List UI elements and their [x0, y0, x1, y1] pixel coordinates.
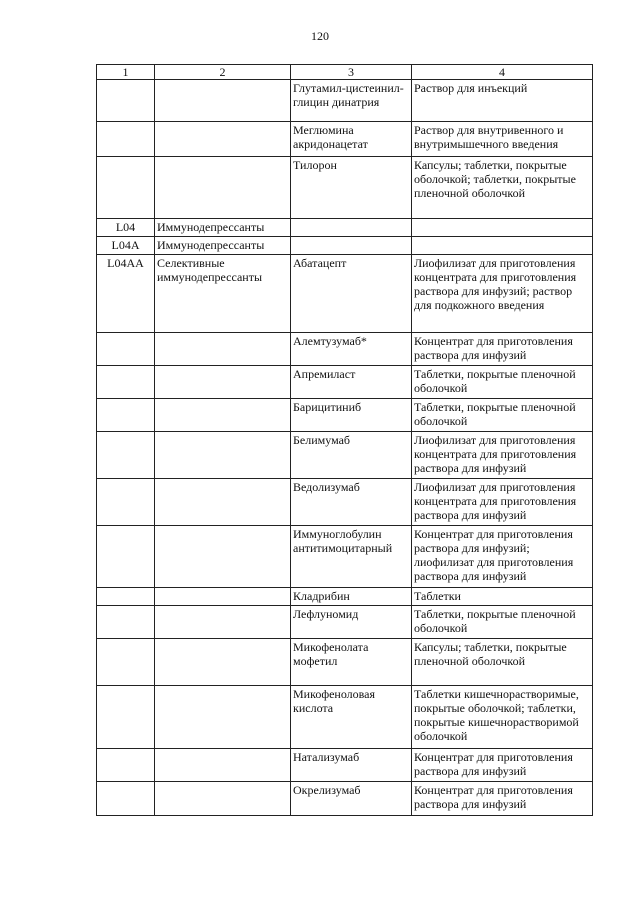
table-row: [97, 219, 593, 237]
atc-code-cell: L04AA: [97, 255, 155, 333]
table-row: [97, 606, 593, 639]
drug-name-cell: Окрелизумаб: [291, 782, 412, 816]
table-header-row: [97, 65, 593, 80]
table-row: [97, 333, 593, 366]
drug-name-cell: Микофеноловая кислота: [291, 686, 412, 749]
group-cell: [155, 782, 291, 816]
dosage-forms-cell: Лиофилизат для приготовления концентрата для приготовления раствора для инфузий: [412, 479, 593, 526]
atc-code-cell: [97, 366, 155, 399]
column-header-1: 1: [97, 65, 155, 80]
group-cell: [155, 686, 291, 749]
page-number: 120: [311, 29, 329, 43]
dosage-forms-cell: [412, 237, 593, 255]
table-row: [97, 686, 593, 749]
dosage-forms-cell: Раствор для внутривенного и внутримышечного введения: [412, 122, 593, 157]
dosage-forms-cell: Раствор для инъекций: [412, 80, 593, 122]
drug-name-cell: Алемтузумаб*: [291, 333, 412, 366]
atc-code-cell: L04: [97, 219, 155, 237]
dosage-forms-cell: Таблетки кишечнорастворимые, покрытые оболочкой; таблетки, покрытые кишечнорастворимой оболочкой: [412, 686, 593, 749]
group-cell: Селективные иммунодепрессанты: [155, 255, 291, 333]
drug-name-cell: Белимумаб: [291, 432, 412, 479]
atc-code-cell: [97, 399, 155, 432]
dosage-forms-cell: Таблетки, покрытые пленочной оболочкой: [412, 399, 593, 432]
drug-name-cell: Абатацепт: [291, 255, 412, 333]
atc-code-cell: [97, 588, 155, 606]
atc-code-cell: [97, 479, 155, 526]
table-row: [97, 588, 593, 606]
drug-name-cell: Иммуноглобулин антитимоцитарный: [291, 526, 412, 588]
group-cell: [155, 432, 291, 479]
dosage-forms-cell: Таблетки, покрытые пленочной оболочкой: [412, 366, 593, 399]
group-cell: [155, 157, 291, 219]
drug-name-cell: Натализумаб: [291, 749, 412, 782]
dosage-forms-cell: Таблетки, покрытые пленочной оболочкой: [412, 606, 593, 639]
table-row: [97, 237, 593, 255]
drug-name-cell: Микофенолата мофетил: [291, 639, 412, 686]
column-header-2: 2: [155, 65, 291, 80]
atc-code-cell: [97, 749, 155, 782]
table-row: [97, 782, 593, 816]
drug-name-cell: Апремиласт: [291, 366, 412, 399]
table-row: [97, 122, 593, 157]
table-row: [97, 399, 593, 432]
group-cell: Иммунодепрессанты: [155, 219, 291, 237]
atc-code-cell: [97, 686, 155, 749]
group-cell: [155, 749, 291, 782]
atc-code-cell: [97, 432, 155, 479]
group-cell: [155, 526, 291, 588]
atc-code-cell: [97, 80, 155, 122]
group-cell: [155, 399, 291, 432]
drug-name-cell: [291, 237, 412, 255]
atc-code-cell: [97, 526, 155, 588]
group-cell: [155, 366, 291, 399]
group-cell: [155, 588, 291, 606]
dosage-forms-cell: Таблетки: [412, 588, 593, 606]
group-cell: [155, 606, 291, 639]
dosage-forms-cell: [412, 219, 593, 237]
dosage-forms-cell: Капсулы; таблетки, покрытые пленочной оболочкой: [412, 639, 593, 686]
drug-name-cell: [291, 219, 412, 237]
dosage-forms-cell: Концентрат для приготовления раствора для инфузий; лиофилизат для приготовления раствора для инфузий: [412, 526, 593, 588]
table-row: [97, 157, 593, 219]
dosage-forms-cell: Лиофилизат для приготовления концентрата для приготовления раствора для инфузий: [412, 432, 593, 479]
table-row: [97, 366, 593, 399]
drug-name-cell: Кладрибин: [291, 588, 412, 606]
atc-code-cell: L04A: [97, 237, 155, 255]
drug-table: [96, 64, 593, 816]
table-row: [97, 80, 593, 122]
drug-name-cell: Тилорон: [291, 157, 412, 219]
dosage-forms-cell: Концентрат для приготовления раствора для инфузий: [412, 782, 593, 816]
drug-name-cell: Лефлуномид: [291, 606, 412, 639]
column-header-4: 4: [412, 65, 593, 80]
table-row: [97, 255, 593, 333]
atc-code-cell: [97, 122, 155, 157]
atc-code-cell: [97, 333, 155, 366]
table-row: [97, 479, 593, 526]
table-row: [97, 639, 593, 686]
group-cell: [155, 80, 291, 122]
dosage-forms-cell: Концентрат для приготовления раствора для инфузий: [412, 749, 593, 782]
drug-name-cell: Меглюмина акридонацетат: [291, 122, 412, 157]
atc-code-cell: [97, 639, 155, 686]
group-cell: Иммунодепрессанты: [155, 237, 291, 255]
dosage-forms-cell: Капсулы; таблетки, покрытые оболочкой; таблетки, покрытые пленочной оболочкой: [412, 157, 593, 219]
group-cell: [155, 639, 291, 686]
atc-code-cell: [97, 782, 155, 816]
atc-code-cell: [97, 606, 155, 639]
table-row: [97, 526, 593, 588]
group-cell: [155, 122, 291, 157]
column-header-3: 3: [291, 65, 412, 80]
drug-name-cell: Барицитиниб: [291, 399, 412, 432]
atc-code-cell: [97, 157, 155, 219]
dosage-forms-cell: Концентрат для приготовления раствора для инфузий: [412, 333, 593, 366]
drug-name-cell: Ведолизумаб: [291, 479, 412, 526]
group-cell: [155, 479, 291, 526]
drug-name-cell: Глутамил-цистеинил-глицин динатрия: [291, 80, 412, 122]
table-row: [97, 749, 593, 782]
dosage-forms-cell: Лиофилизат для приготовления концентрата для приготовления раствора для инфузий; раствор для подкожного введения: [412, 255, 593, 333]
group-cell: [155, 333, 291, 366]
table-row: [97, 432, 593, 479]
